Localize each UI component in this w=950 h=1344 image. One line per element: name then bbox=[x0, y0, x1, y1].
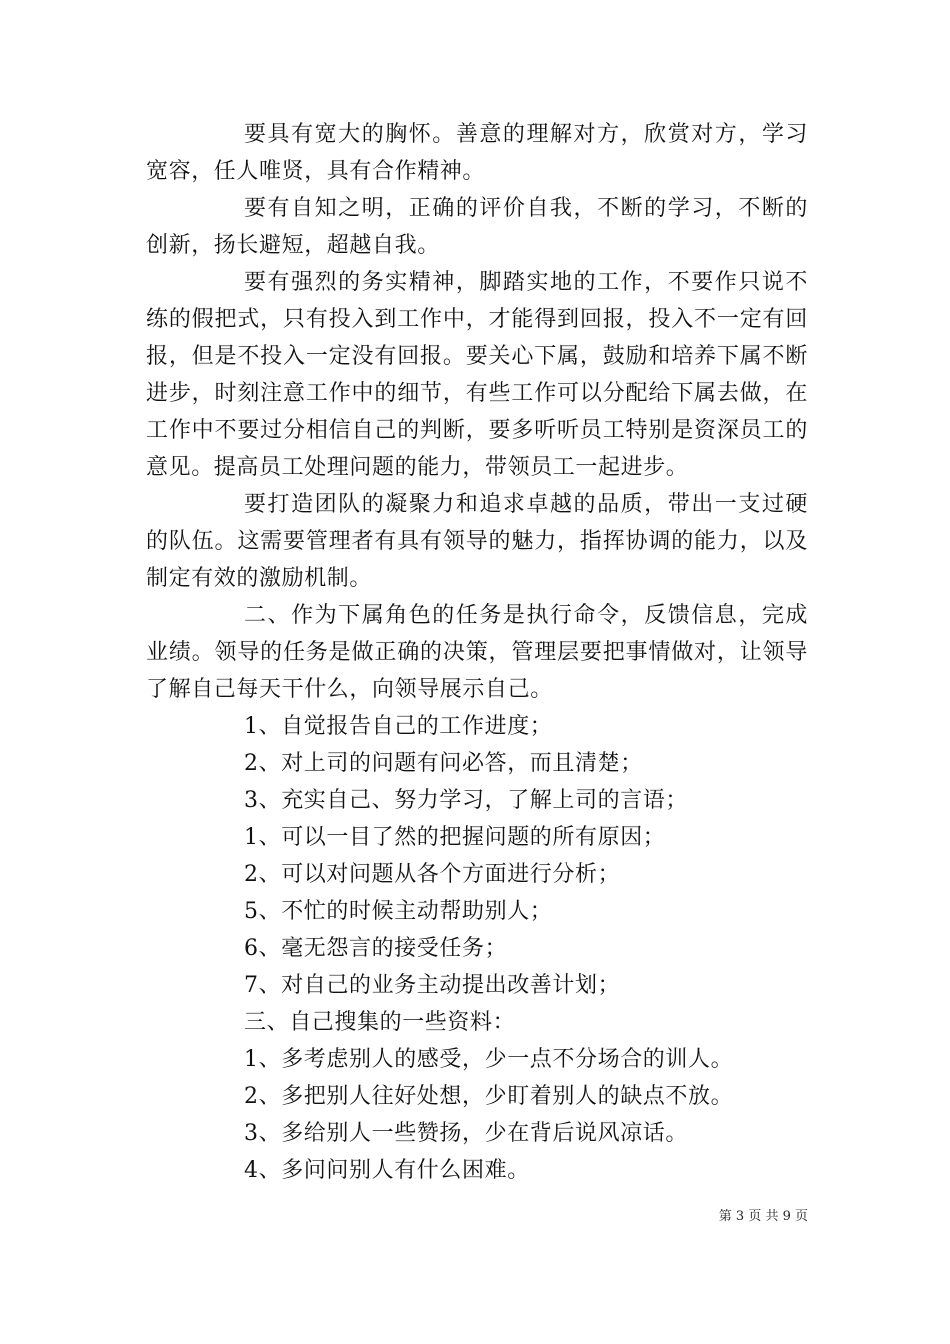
paragraph: 要有自知之明，正确的评价自我，不断的学习，不断的创新，扬长避短，超越自我。 bbox=[146, 196, 808, 258]
paragraph: 要打造团队的凝聚力和追求卓越的品质，带出一支过硬的队伍。这需要管理者有具有领导的魅力，指挥协调的能力，以及制定有效的激励机制。 bbox=[146, 492, 808, 591]
list-item: 1、可以一目了然的把握问题的所有原因； bbox=[244, 825, 666, 850]
list-item: 4、多问问别人有什么困难。 bbox=[244, 1158, 530, 1183]
list-item: 3、多给别人一些赞扬，少在背后说风凉话。 bbox=[244, 1121, 688, 1146]
section-heading: 三、自己搜集的一些资料： bbox=[244, 1010, 516, 1035]
list-item: 2、可以对问题从各个方面进行分析； bbox=[244, 862, 621, 887]
paragraph: 二、作为下属角色的任务是执行命令，反馈信息，完成业绩。领导的任务是做正确的决策，管理层要把事情做对，让领导了解自己每天干什么，向领导展示自己。 bbox=[146, 603, 808, 702]
list-item: 3、充实自己、努力学习，了解上司的言语； bbox=[244, 788, 688, 813]
list-item: 5、不忙的时候主动帮助别人； bbox=[244, 899, 553, 924]
paragraph: 要有强烈的务实精神，脚踏实地的工作，不要作只说不练的假把式，只有投入到工作中，才能得到回报，投入不一定有回报，但是不投入一定没有回报。要关心下属，鼓励和培养下属不断进步，时刻注意工作中的细节，有些工作可以分配给下属去做，在工作中不要过分相信自己的判断，要多听听员工特别是资深员工的意见。提高员工处理问题的能力，带领员工一起进步。 bbox=[146, 270, 808, 480]
list-item: 6、毫无怨言的接受任务； bbox=[244, 936, 508, 961]
list-item: 1、自觉报告自己的工作进度； bbox=[244, 714, 553, 739]
list-item: 7、对自己的业务主动提出改善计划； bbox=[244, 973, 621, 998]
paragraph: 要具有宽大的胸怀。善意的理解对方，欣赏对方，学习宽容，任人唯贤，具有合作精神。 bbox=[146, 122, 808, 184]
page-number: 第 3 页 共 9 页 bbox=[718, 1209, 808, 1224]
list-item: 1、多考虑别人的感受，少一点不分场合的训人。 bbox=[244, 1047, 734, 1072]
list-item: 2、对上司的问题有问必答，而且清楚； bbox=[244, 751, 643, 776]
list-item: 2、多把别人往好处想，少盯着别人的缺点不放。 bbox=[244, 1084, 734, 1109]
document-body bbox=[146, 116, 808, 1189]
